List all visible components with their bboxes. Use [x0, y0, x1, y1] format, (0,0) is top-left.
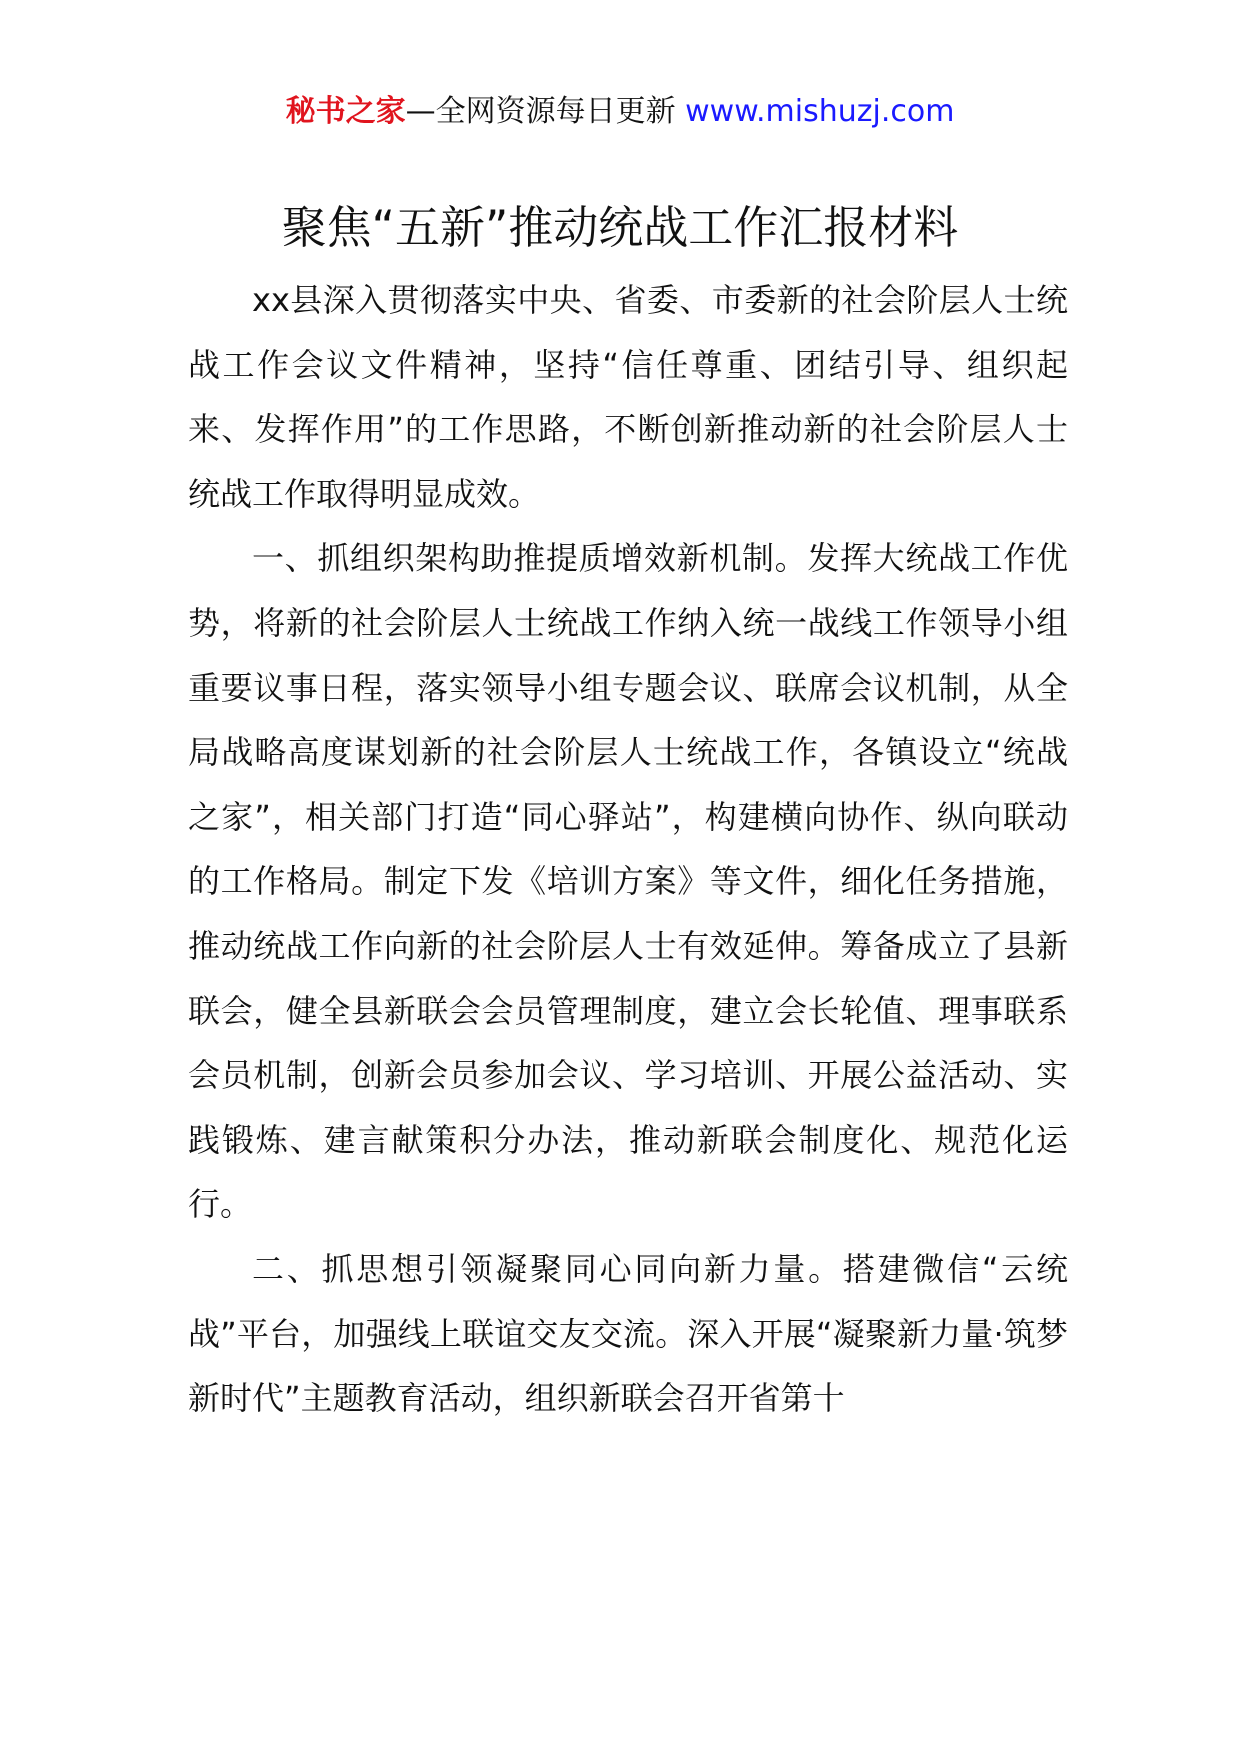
paragraph-section-1: 一、抓组织架构助推提质增效新机制。发挥大统战工作优势，将新的社会阶层人士统战工作纳入统一战线工作领导小组重要议事日程，落实领导小组专题会议、联席会议机制，从全局战略高度谋划新的社会阶层人士统战工作，各镇设立“统战之家”，相关部门打造“同心驿站”，构建横向协作、纵向联动的工作格局。制定下发《培训方案》等文件，细化任务措施，推动统战工作向新的社会阶层人士有效延伸。筹备成立了县新联会，健全县新联会会员管理制度，建立会长轮值、理事联系会员机制，创新会员参加会议、学习培训、开展公益活动、实践锻炼、建言献策积分办法，推动新联会制度化、规范化运行。 [188, 539, 1068, 1224]
paragraph-intro: xx县深入贯彻落实中央、省委、市委新的社会阶层人士统战工作会议文件精神，坚持“信任尊重、团结引导、组织起来、发挥作用”的工作思路，不断创新推动新的社会阶层人士统战工作取得明显成效。 [188, 281, 1068, 513]
document-body [188, 268, 1068, 1431]
site-header [0, 92, 1240, 132]
paragraph-section-2: 二、抓思想引领凝聚同心同向新力量。搭建微信“云统战”平台，加强线上联谊交友交流。深入开展“凝聚新力量·筑梦新时代”主题教育活动，组织新联会召开省第十 [188, 1249, 1068, 1418]
site-url-link[interactable]: www.mishuzj.com [685, 94, 955, 129]
header-tagline: —全网资源每日更新 [405, 94, 676, 129]
brand-name: 秘书之家 [285, 94, 406, 129]
document-title: 聚焦“五新”推动统战工作汇报材料 [281, 201, 959, 254]
